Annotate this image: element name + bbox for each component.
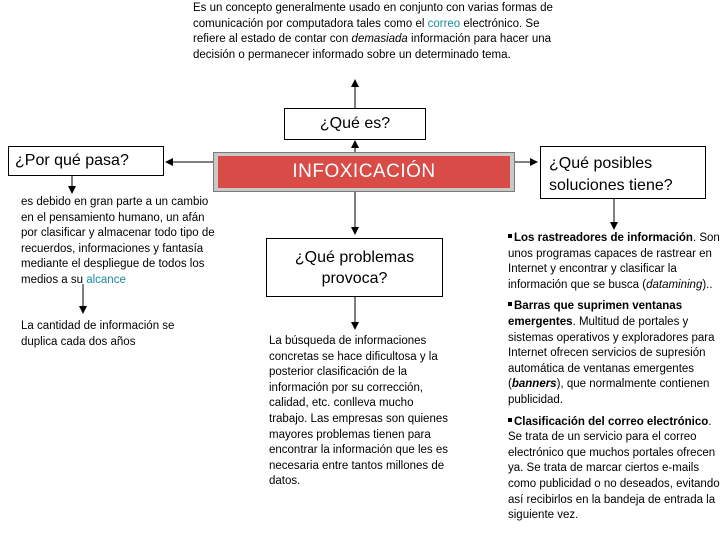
- solution-item: [508, 299, 722, 408]
- definition-emphasis: demasiada: [351, 33, 408, 46]
- solution-item: [508, 415, 722, 524]
- definition-part1: Es un concepto generalmente usado en conjunto con varias formas de comunicación por computadora tales como el: [193, 2, 553, 30]
- central-topic-node: [213, 152, 515, 192]
- por-que-label: ¿Por qué pasa?: [15, 152, 129, 169]
- problems-body: La búsqueda de informaciones concretas se hace dificultosa y la posterior clasificación de la información por su corrección, calidad, etc. conlleva mucho trabajo. Las empresas son quienes mayores problemas tienen para encontrar la información que les es necesaria entre tantos millones de datos.: [269, 335, 448, 488]
- solution-item: [508, 231, 722, 293]
- bullet-icon: [508, 302, 512, 306]
- solution-text: . Son unos programas capaces de rastrear en Internet y encontrar y clasificar la información que se busca (: [508, 232, 720, 291]
- bullet-icon: [508, 234, 512, 238]
- solution-emphasis: datamining: [646, 278, 703, 291]
- solution-text-end: ), que normalmente contienen publicidad.: [508, 378, 710, 406]
- solution-text-end: )..: [702, 278, 713, 291]
- solutions-list: [508, 231, 722, 530]
- central-topic-label: INFOXICACIÓN: [292, 161, 436, 182]
- que-es-node: [284, 108, 426, 140]
- bullet-icon: [508, 418, 512, 422]
- por-que-node: [8, 146, 164, 176]
- problemas-label: ¿Qué problemas provoca?: [294, 248, 415, 287]
- solution-title: Barras que suprimen ventanas emergentes: [508, 300, 683, 328]
- causes-body: es debido en gran parte a un cambio en el pensamiento humano, un afán por clasificar y almacenar todo tipo de recuerdos, informaciones y fantasía mediante el despliegue de todos los medios a su: [21, 196, 215, 286]
- problems-text: [269, 334, 455, 490]
- que-es-label: ¿Qué es?: [319, 115, 391, 132]
- alcance-link[interactable]: alcance: [86, 273, 126, 286]
- definition-text: [193, 1, 553, 63]
- problemas-node: [266, 238, 443, 297]
- solution-emphasis: banners: [511, 378, 557, 391]
- consequence-text: [21, 319, 181, 350]
- definition-part3: información para hacer una decisión o permanecer informado sobre un determinado tema.: [193, 33, 552, 61]
- soluciones-node: [540, 146, 706, 199]
- soluciones-label: ¿Qué posibles soluciones tiene?: [549, 155, 673, 194]
- central-topic-fill: [218, 156, 510, 188]
- solution-title: Los rastreadores de información: [514, 232, 693, 244]
- solution-text: . Se trata de un servicio para el correo electrónico que muchos portales ofrecen ya. Se trata de marcar ciertos e-mails como publicidad o no deseados, evitando así recibirlos en la bandeja de entrada la siguiente vez.: [508, 415, 720, 522]
- correo-link[interactable]: correo: [427, 17, 461, 30]
- consequence-body: La cantidad de información se duplica cada dos años: [21, 320, 175, 348]
- solution-title: Clasificación del correo electrónico: [514, 415, 709, 428]
- causes-text: [21, 195, 219, 289]
- solution-text: . Multitud de portales y sistemas operativos y exploradores para Internet ofrecen servicios de supresión automática de ventanas emergentes (: [508, 315, 715, 391]
- definition-part2: electrónico. Se refiere al estado de contar con: [193, 17, 540, 46]
